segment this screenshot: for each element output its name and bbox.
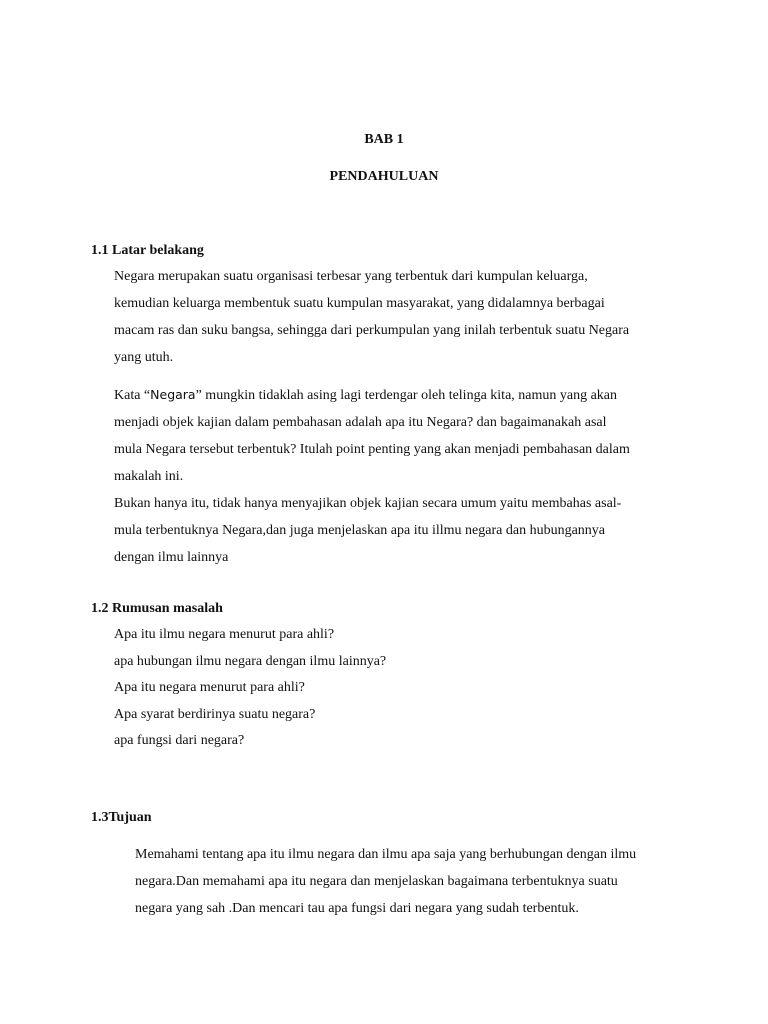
paragraph-line: Bukan hanya itu, tidak hanya menyajikan objek kajian secara umum yaitu membahas asal- xyxy=(114,496,622,511)
list-item: apa fungsi dari negara? xyxy=(114,733,245,748)
paragraph-line xyxy=(114,381,630,409)
paragraph-tujuan xyxy=(135,841,636,922)
section-title-rumusan-masalah: 1.2 Rumusan masalah xyxy=(91,601,223,616)
paragraph-line: kemudian keluarga membentuk suatu kumpulan masyarakat, yang didalamnya berbagai xyxy=(114,296,605,311)
list-item: apa hubungan ilmu negara dengan ilmu lainnya? xyxy=(114,653,387,669)
list-item: Apa syarat berdirinya suatu negara? xyxy=(114,706,316,722)
paragraph-line: Negara merupakan suatu organisasi terbesar yang terbentuk dari kumpulan keluarga, xyxy=(114,269,588,284)
list-item: Apa itu negara menurut para ahli? xyxy=(114,680,305,695)
paragraph-line: makalah ini. xyxy=(114,469,184,484)
paragraph-line: menjadi objek kajian dalam pembahasan adalah apa itu Negara? dan bagaimanakah asal xyxy=(114,415,607,430)
paragraph-line: negara.Dan memahami apa itu negara dan menjelaskan bagaimana terbentuknya suatu xyxy=(135,874,618,889)
quoted-word: Negara xyxy=(150,387,196,402)
section-title-tujuan: 1.3Tujuan xyxy=(91,810,152,825)
paragraph-line: mula terbentuknya Negara,dan juga menjelaskan apa itu illmu negara dan hubungannya xyxy=(114,523,605,538)
paragraph-line: mula Negara tersebut terbentuk? Itulah point penting yang akan menjadi pembahasan dalam xyxy=(114,442,630,457)
paragraph-line: negara yang sah .Dan mencari tau apa fungsi dari negara yang sudah terbentuk. xyxy=(135,901,579,916)
line-prefix: Kata “ xyxy=(114,388,151,403)
paragraph-line: Memahami tentang apa itu ilmu negara dan ilmu apa saja yang berhubungan dengan ilmu xyxy=(135,847,637,862)
chapter-title: PENDAHULUAN xyxy=(329,169,439,184)
paragraph-line: yang utuh. xyxy=(114,350,174,365)
line-suffix: ” mungkin tidaklah asing lagi terdengar oleh telinga kita, namun yang akan xyxy=(195,388,618,403)
section-title-latar-belakang: 1.1 Latar belakang xyxy=(91,243,204,258)
paragraph-line: macam ras dan suku bangsa, sehingga dari perkumpulan yang inilah terbentuk suatu Negara xyxy=(114,323,630,338)
paragraph-latar-belakang-2 xyxy=(114,381,630,571)
list-item: Apa itu ilmu negara menurut para ahli? xyxy=(114,627,335,642)
chapter-number: BAB 1 xyxy=(364,132,404,147)
problem-list xyxy=(114,622,386,755)
paragraph-latar-belakang-1 xyxy=(114,263,629,371)
paragraph-line: dengan ilmu lainnya xyxy=(114,550,229,565)
